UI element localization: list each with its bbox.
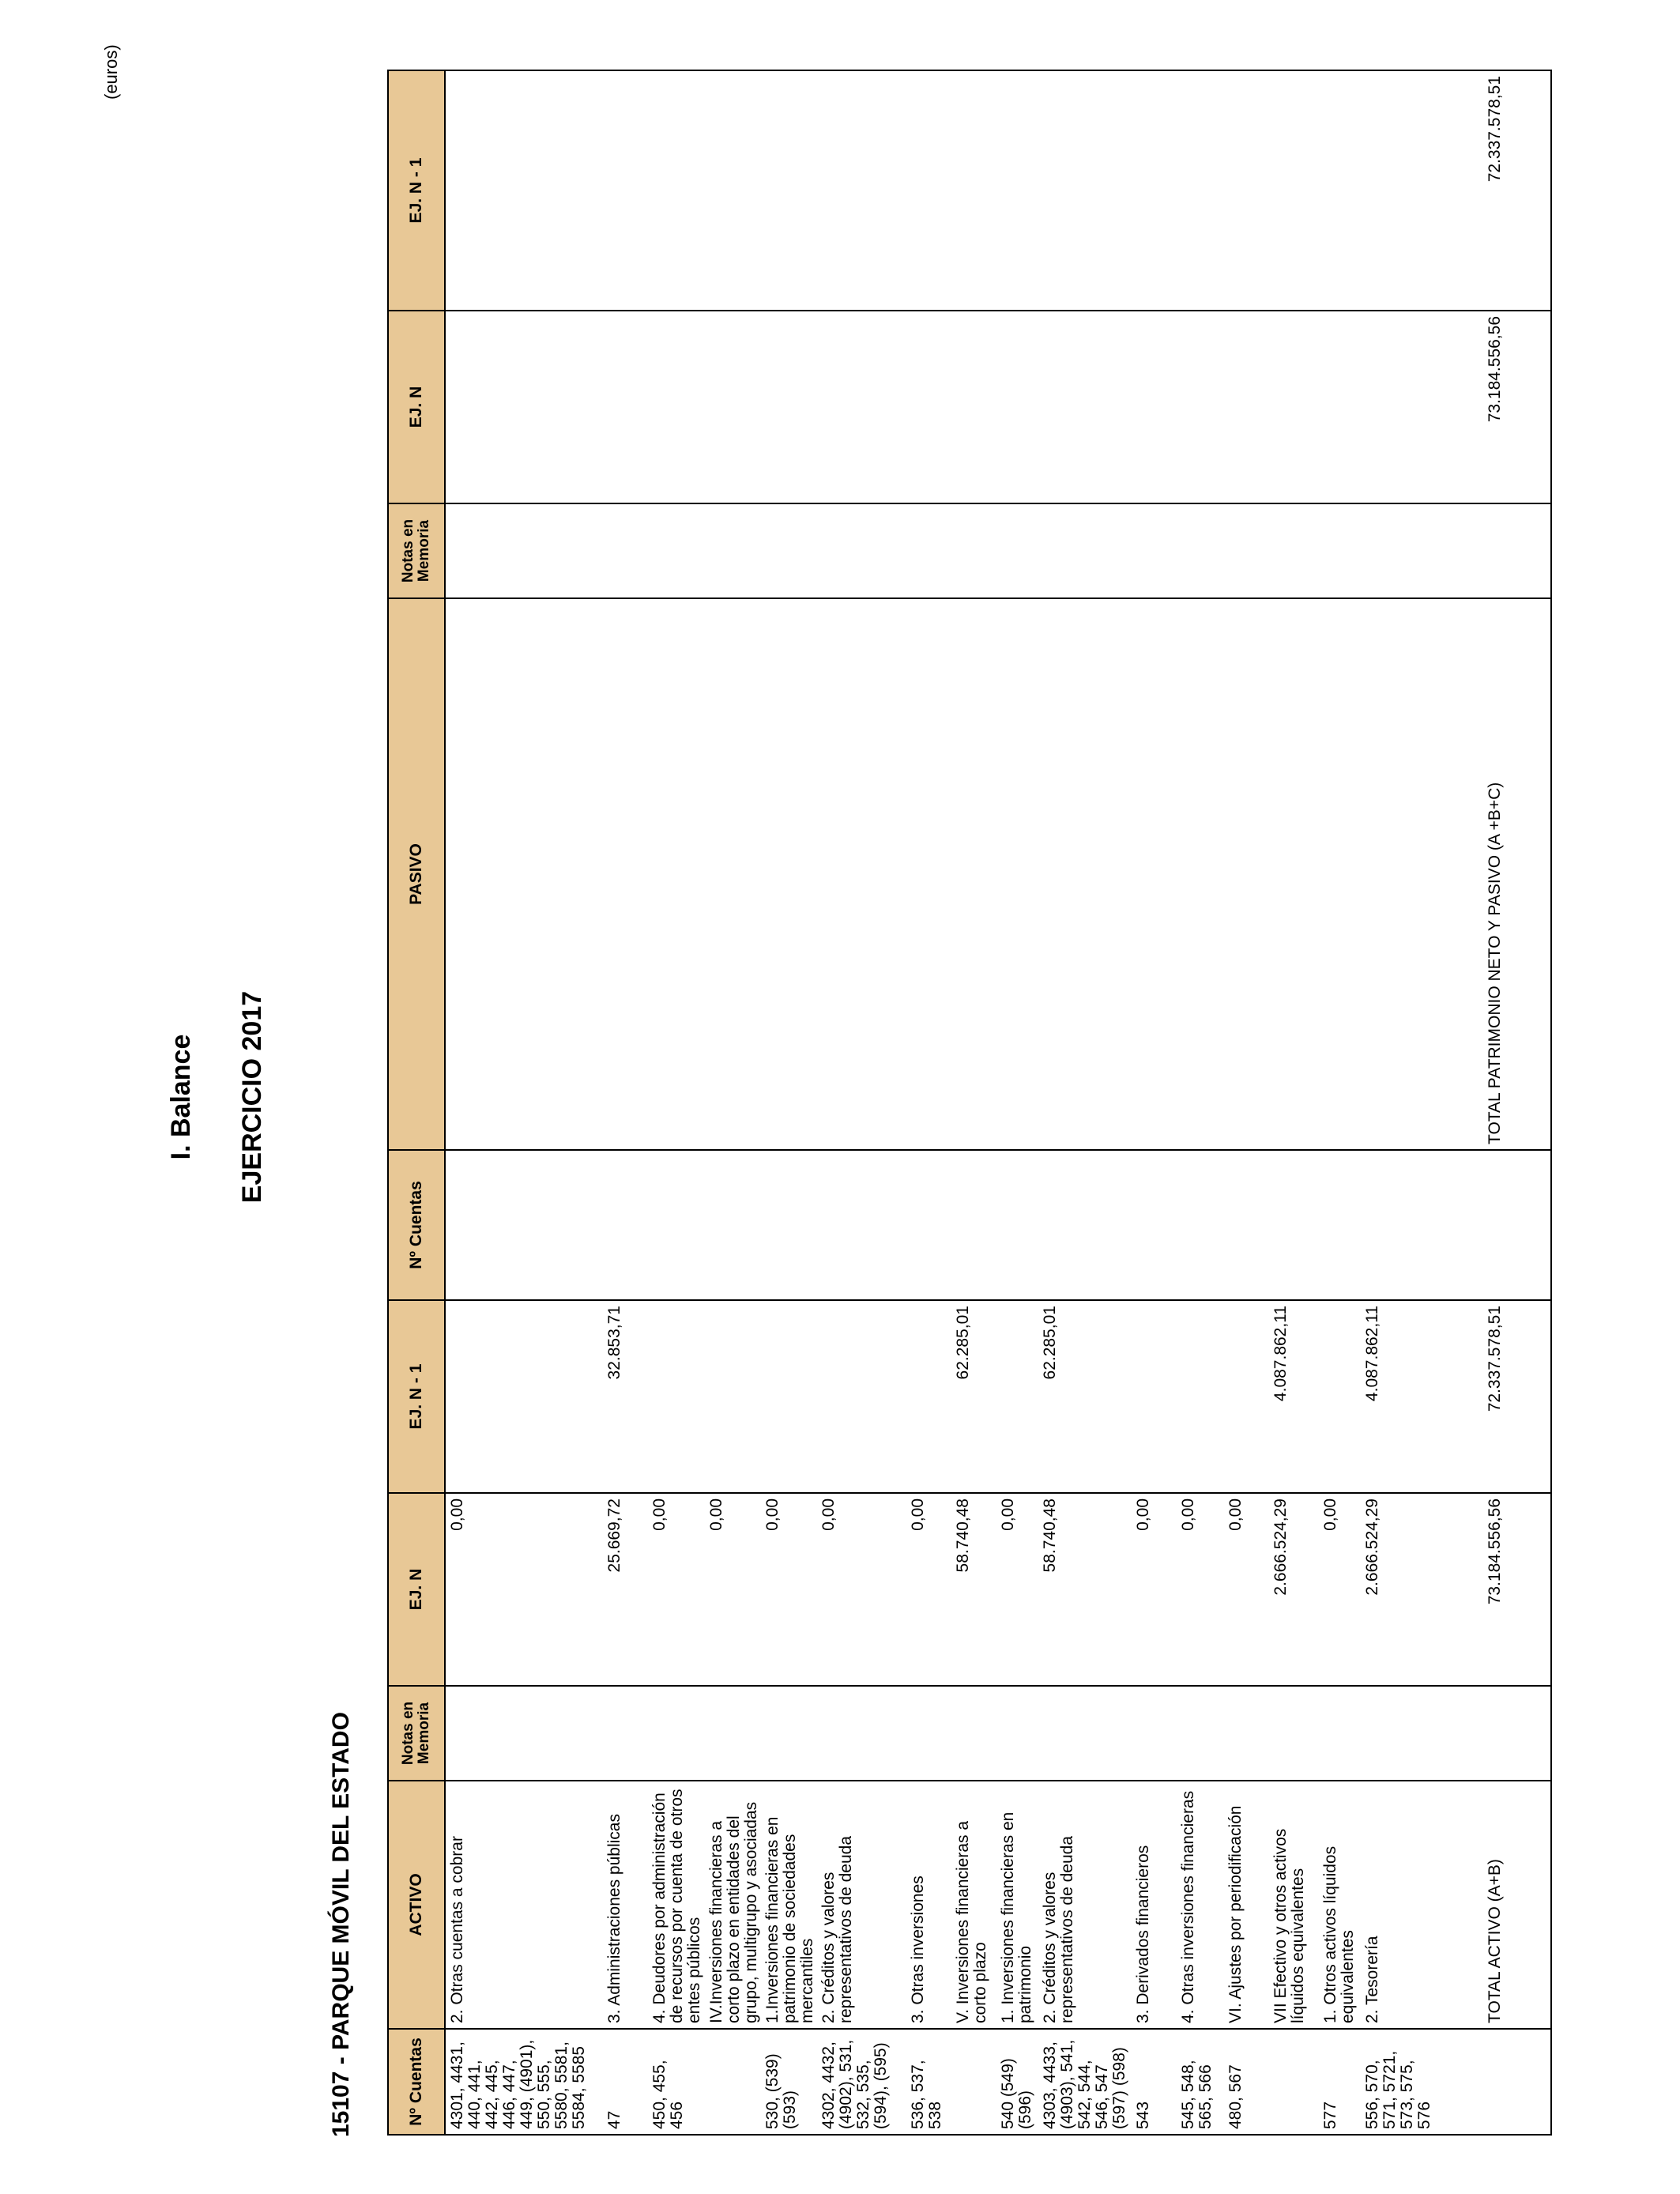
row-accounts: [705, 2029, 761, 2135]
pasivo-total-notes: [1483, 503, 1551, 598]
report-year: EJERCICIO 2017: [237, 990, 267, 1204]
row-accounts: 530, (539) (593): [761, 2029, 817, 2135]
row-year-n1: [445, 1300, 603, 1493]
row-activo-label: 1. Otros activos líquidos equivalentes: [1319, 1781, 1361, 2029]
currency-unit: (euros): [101, 44, 121, 100]
total-pasivo-year-n1: 72.337.578,51: [1483, 70, 1551, 311]
row-year-n1: [1177, 1300, 1223, 1493]
row-year-n1: 62.285,01: [1038, 1300, 1132, 1493]
total-activo-label: TOTAL ACTIVO (A+B): [1483, 1781, 1551, 2029]
row-activo-label: 4. Otras inversiones financieras: [1177, 1781, 1223, 2029]
row-notes: [817, 1686, 906, 1781]
row-notes: [1319, 1686, 1361, 1781]
row-year-n: 2.666.524,29: [1269, 1493, 1319, 1686]
header-pasivo-year-n1: EJ. N - 1: [388, 70, 445, 311]
row-notes: [705, 1686, 761, 1781]
row-accounts: 4303, 4433, (4903), 541, 542, 544, 546, 547 (597) (598): [1038, 2029, 1132, 2135]
row-year-n1: [648, 1300, 704, 1493]
row-notes: [1269, 1686, 1319, 1781]
row-year-n: 58.740,48: [951, 1493, 996, 1686]
row-activo-label: V. Inversiones financieras a corto plazo: [951, 1781, 996, 2029]
row-accounts: 480, 567: [1224, 2029, 1269, 2135]
row-accounts: 536, 537, 538: [906, 2029, 951, 2135]
row-year-n1: [1132, 1300, 1177, 1493]
row-accounts: 450, 455, 456: [648, 2029, 704, 2135]
row-year-n: 0,00: [817, 1493, 906, 1686]
row-notes: [1483, 1686, 1551, 1781]
row-year-n1: [705, 1300, 761, 1493]
total-activo-year-n1: 72.337.578,51: [1483, 1300, 1551, 1493]
row-accounts: 47: [603, 2029, 648, 2135]
row-notes: [1177, 1686, 1223, 1781]
row-notes: [1038, 1686, 1132, 1781]
row-activo-label: 1. Inversiones financieras en patrimonio: [996, 1781, 1038, 2029]
row-year-n: 0,00: [648, 1493, 704, 1686]
table-row: [445, 70, 603, 2135]
row-year-n1: [906, 1300, 951, 1493]
row-activo-label: 2. Créditos y valores representativos de deuda: [1038, 1781, 1132, 2029]
row-year-n: 25.669,72: [603, 1493, 648, 1686]
row-activo-label: 3. Otras inversiones: [906, 1781, 951, 2029]
row-activo-label: VI. Ajustes por periodificación: [1224, 1781, 1269, 2029]
row-year-n1: 4.087.862,11: [1361, 1300, 1483, 1493]
row-activo-label: 4. Deudores por administración de recursos por cuenta de otros entes públicos: [648, 1781, 704, 2029]
row-notes: [1224, 1686, 1269, 1781]
entity-name: 15107 - PARQUE MÓVIL DEL ESTADO: [328, 1712, 354, 2137]
row-accounts: 545, 548, 565, 566: [1177, 2029, 1223, 2135]
report-title: I. Balance: [166, 1034, 196, 1160]
balance-table: [387, 70, 1552, 2136]
pasivo-label-cell: [445, 598, 1483, 1150]
header-pasivo-accounts: Nº Cuentas: [388, 1150, 445, 1300]
total-pasivo-label: TOTAL PATRIMONIO NETO Y PASIVO (A +B+C): [1483, 598, 1551, 1150]
row-year-n1: [817, 1300, 906, 1493]
row-accounts: 543: [1132, 2029, 1177, 2135]
row-year-n: 0,00: [761, 1493, 817, 1686]
pasivo-accounts-cell: [445, 1150, 1483, 1300]
row-accounts: 4302, 4432, (4902), 531, 532, 535, (594), (595): [817, 2029, 906, 2135]
header-accounts: Nº Cuentas: [388, 2029, 445, 2135]
header-pasivo-year-n: EJ. N: [388, 311, 445, 503]
header-year-n: EJ. N: [388, 1493, 445, 1686]
header-notes: Notas en Memoria: [388, 1686, 445, 1781]
row-notes: [603, 1686, 648, 1781]
row-year-n1: 4.087.862,11: [1269, 1300, 1319, 1493]
row-notes: [648, 1686, 704, 1781]
row-year-n: 0,00: [1319, 1493, 1361, 1686]
row-notes: [1361, 1686, 1483, 1781]
row-notes: [951, 1686, 996, 1781]
header-activo: ACTIVO: [388, 1781, 445, 2029]
row-year-n: 0,00: [906, 1493, 951, 1686]
row-year-n: 2.666.524,29: [1361, 1493, 1483, 1686]
row-year-n1: [1319, 1300, 1361, 1493]
row-notes: [445, 1686, 603, 1781]
total-pasivo-year-n: 73.184.556,56: [1483, 311, 1551, 503]
pasivo-notes-cell: [445, 503, 1483, 598]
row-activo-label: 2. Otras cuentas a cobrar: [445, 1781, 603, 2029]
row-accounts: 556, 570, 571, 5721, 573, 575, 576: [1361, 2029, 1483, 2135]
row-accounts: 4301, 4431, 440, 441, 442, 445, 446, 447, 449, (4901), 550, 555, 5580, 5581, 5584, 5585: [445, 2029, 603, 2135]
pasivo-total-accounts: [1483, 1150, 1551, 1300]
row-accounts: [1269, 2029, 1319, 2135]
header-year-n1: EJ. N - 1: [388, 1300, 445, 1493]
row-accounts: 577: [1319, 2029, 1361, 2135]
row-year-n1: 32.853,71: [603, 1300, 648, 1493]
row-year-n: 0,00: [1177, 1493, 1223, 1686]
total-row: [1483, 70, 1551, 2135]
pasivo-year-n-cell: [445, 311, 1483, 503]
row-year-n: 0,00: [1224, 1493, 1269, 1686]
row-activo-label: 3. Administraciones públicas: [603, 1781, 648, 2029]
row-year-n1: 62.285,01: [951, 1300, 996, 1493]
row-accounts: 540 (549) (596): [996, 2029, 1038, 2135]
header-pasivo: PASIVO: [388, 598, 445, 1150]
row-activo-label: 3. Derivados financieros: [1132, 1781, 1177, 2029]
table-header-row: [388, 70, 445, 2135]
row-activo-label: VII Efectivo y otros activos líquidos equivalentes: [1269, 1781, 1319, 2029]
row-year-n: 0,00: [445, 1493, 603, 1686]
total-activo-year-n: 73.184.556,56: [1483, 1493, 1551, 1686]
row-accounts: [1483, 2029, 1551, 2135]
row-activo-label: IV.Inversiones financieras a corto plazo en entidades del grupo, multigrupo y asociadas: [705, 1781, 761, 2029]
row-year-n: 0,00: [996, 1493, 1038, 1686]
row-year-n1: [996, 1300, 1038, 1493]
row-year-n1: [761, 1300, 817, 1493]
row-year-n: 0,00: [1132, 1493, 1177, 1686]
pasivo-year-n1-cell: [445, 70, 1483, 311]
row-activo-label: 2. Tesorería: [1361, 1781, 1483, 2029]
row-notes: [906, 1686, 951, 1781]
row-activo-label: 2. Créditos y valores representativos de deuda: [817, 1781, 906, 2029]
row-notes: [1132, 1686, 1177, 1781]
row-accounts: [951, 2029, 996, 2135]
row-year-n: 0,00: [705, 1493, 761, 1686]
row-year-n1: [1224, 1300, 1269, 1493]
row-notes: [761, 1686, 817, 1781]
row-activo-label: 1.Inversiones financieras en patrimonio de sociedades mercantiles: [761, 1781, 817, 2029]
header-pasivo-notes: Notas en Memoria: [388, 503, 445, 598]
row-year-n: 58.740,48: [1038, 1493, 1132, 1686]
row-notes: [996, 1686, 1038, 1781]
